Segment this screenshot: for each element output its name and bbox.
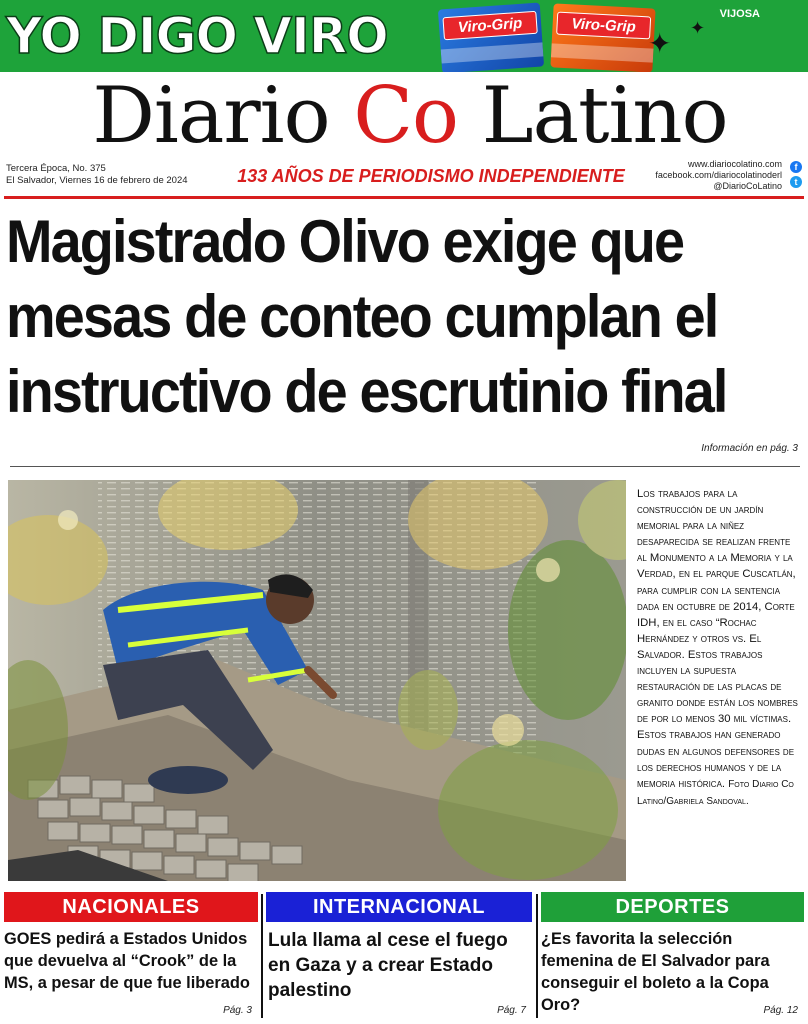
headline-line: Magistrado Olivo exige que [6, 208, 684, 275]
column-divider [536, 894, 538, 1018]
column-divider [261, 894, 263, 1018]
ad-slogan: YO DIGO VIRO [6, 7, 388, 65]
contact-info [655, 159, 782, 192]
logo-co: Co [353, 71, 459, 161]
section-headline[interactable]: ¿Es favorita la selección femenina de El Salvador para conseguir el boleto a la Copa Oro? [541, 930, 770, 1014]
product-pack-image [438, 3, 544, 72]
photo-illustration [8, 480, 626, 881]
section-headline[interactable]: GOES pedirá a Estados Unidos que devuelva al “Crook” de la MS, a pesar de que fue liberado [4, 930, 250, 992]
page-reference: Pág. 12 [763, 1005, 798, 1016]
section-headline[interactable]: Lula llama al cese el fuego en Gaza y a crear Estado palestino [268, 930, 508, 1001]
logo-text: Latino [458, 71, 728, 161]
website-link[interactable]: www.diariocolatino.com [687, 159, 782, 169]
ad-brand: VIJOSA [719, 8, 760, 20]
product-label: Viro-Grip [442, 11, 537, 41]
facebook-icon[interactable]: f [790, 161, 802, 173]
section-nacionales[interactable] [4, 892, 258, 1020]
twitter-link[interactable]: @DiarioCoLatino [713, 181, 782, 191]
section-deportes[interactable] [541, 892, 804, 1020]
divider [10, 466, 800, 467]
photo-caption [637, 486, 802, 810]
section-internacional[interactable] [266, 892, 532, 1020]
tagline: 133 AÑOS DE PERIODISMO INDEPENDIENTE [237, 166, 625, 186]
edition-number: Tercera Época, No. 375 [6, 163, 106, 174]
masthead-logo[interactable] [60, 66, 760, 166]
section-header: INTERNACIONAL [266, 892, 532, 922]
twitter-icon[interactable]: t [790, 176, 802, 188]
advertisement-banner[interactable] [0, 0, 808, 72]
edition-info [6, 163, 188, 187]
main-headline[interactable] [6, 204, 750, 429]
sparkle-icon: ✦ [648, 28, 672, 59]
photo-credit: Foto Diario Co Latino/Gabriela Sandoval. [637, 778, 794, 807]
page-reference: Pág. 7 [497, 1005, 526, 1016]
divider [4, 196, 804, 199]
facebook-link[interactable]: facebook.com/diariocolatinoderl [655, 170, 782, 180]
section-header: NACIONALES [4, 892, 258, 922]
page-reference: Información en pág. 3 [701, 443, 798, 454]
dateline: El Salvador, Viernes 16 de febrero de 2024 [6, 175, 188, 186]
sparkle-icon: ✦ [690, 18, 706, 38]
section-header: DEPORTES [541, 892, 804, 922]
product-pack-image [550, 3, 655, 72]
social-icons [790, 161, 804, 191]
page-reference: Pág. 3 [223, 1005, 252, 1016]
headline-line: instructivo de escrutinio final [6, 358, 727, 425]
product-label: Viro-Grip [556, 12, 651, 40]
headline-line: mesas de conteo cumplan el [6, 283, 718, 350]
logo-text: Diario [92, 71, 354, 161]
caption-text: Los trabajos para la construcción de un jardín memorial para la niñez desaparecida se realizan frente al Monumento a la Memoria y la Verdad, en el parque Cuscatlán, para cumplir con la sentencia dada en octubre de 2014, Corte IDH, en el caso “Rochac Hernández y otros vs. El Salvador. Estos trabajos incluyen la supuesta restauración de las placas de granito donde están los nombres de por lo menos 30 mil víctimas. Estos trabajos han generado dudas en algunos defensores de los derechos humanos y de la memoria histórica. [637, 488, 798, 790]
lead-photo[interactable] [8, 480, 626, 881]
